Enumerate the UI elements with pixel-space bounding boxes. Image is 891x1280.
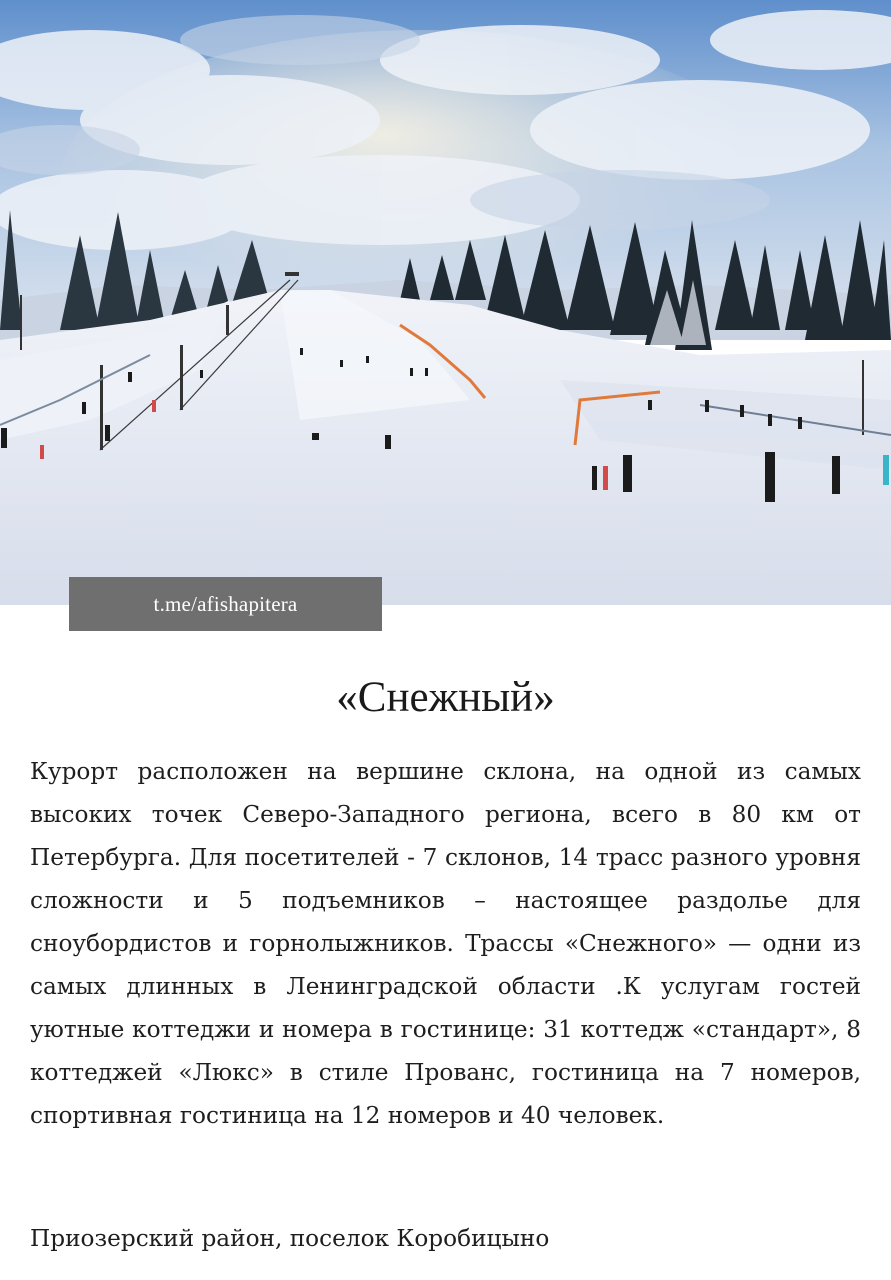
resort-title: «Снежный» [336,674,555,721]
ski-slope-photo [0,0,891,605]
resort-address: Приозерский район, поселок Коробицыно [30,1225,550,1252]
watermark-label: t.me/afishapitera [69,577,382,631]
resort-description: Курорт расположен на вершине склона, на одной из самых высоких точек Северо-Западного региона, всего в 80 км от Петербурга. Для посетителей - 7 склонов, 14 трасс разного уровня сложности и 5 подъемников – настоящее раздолье для сноубордистов и горнолыжников. Трассы «Снежного» — одни из самых длинных в Ленинградской области .К услугам гостей уютные коттеджи и номера в гостинице: 31 коттедж «стандарт», 8 коттеджей «Люкс» в стиле Прованс, гостиница на 7 номеров, спортивная гостиница на 12 номеров и 40 человек. [30,758,861,1129]
